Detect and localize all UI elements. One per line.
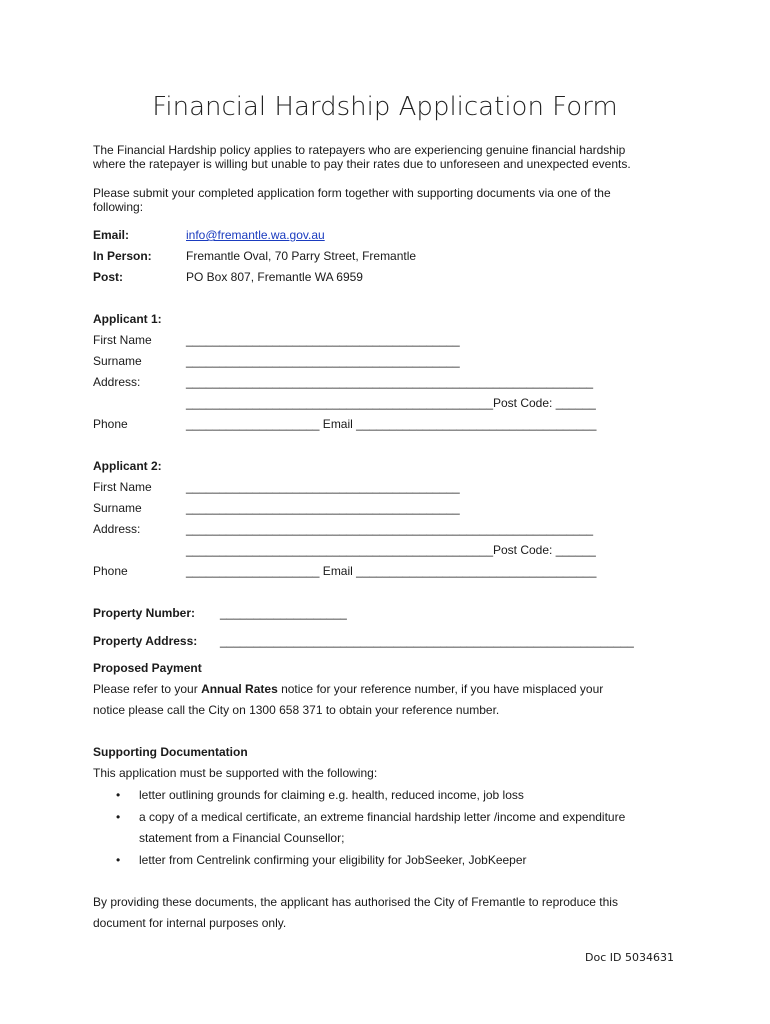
in-person-label: In Person: [93,249,152,263]
property-number-label: Property Number: [93,606,196,620]
supporting-heading: Supporting Documentation [93,745,248,759]
page-title: Financial Hardship Application Form [152,92,618,122]
supporting-item-2-line-2: statement from a Financial Counsellor; [139,831,345,845]
supporting-item-3: letter from Centrelink confirming your eligibility for JobSeeker, JobKeeper [139,853,527,867]
bullet-3: • [116,853,121,867]
applicant-1-address-field[interactable]: _____________________________________________________________ [186,375,594,389]
applicant-1-phone-label: Phone [93,417,128,431]
submit-line-2: following: [93,200,144,214]
payment-line-1-pre: Please refer to your [93,682,202,696]
applicant-2-surname-field[interactable]: _________________________________________ [186,501,460,515]
property-address-field[interactable]: ______________________________________________________________ [220,634,634,648]
email-label: Email: [93,228,130,242]
applicant-1-address-postcode-field[interactable]: ______________________________________________Post Code: ______ [186,396,596,410]
annual-rates-emphasis: Annual Rates [201,682,278,696]
intro-line-2: where the ratepayer is willing but unable to pay their rates due to unforeseen and unexpected events. [93,157,631,171]
property-number-field[interactable]: ___________________ [220,606,347,620]
authorisation-line-2: document for internal purposes only. [93,916,287,930]
intro-line-1: The Financial Hardship policy applies to ratepayers who are experiencing genuine financial hardship [93,143,626,157]
applicant-1-first-name-field[interactable]: _________________________________________ [186,333,460,347]
payment-line-2: notice please call the City on 1300 658 371 to obtain your reference number. [93,703,500,717]
applicant-1-surname-label: Surname [93,354,142,368]
supporting-item-2-line-1: a copy of a medical certificate, an extreme financial hardship letter /income and expenditure [139,810,626,824]
applicant-1-heading: Applicant 1: [93,312,162,326]
applicant-2-phone-email-field[interactable]: ____________________ Email ____________________________________ [186,564,597,578]
property-address-label: Property Address: [93,634,198,648]
supporting-intro: This application must be supported with the following: [93,766,378,780]
in-person-value: Fremantle Oval, 70 Parry Street, Fremantle [186,249,417,263]
applicant-2-address-label: Address: [93,522,141,536]
submit-line-1: Please submit your completed application form together with supporting documents via one of the [93,186,611,200]
authorisation-line-1: By providing these documents, the applicant has authorised the City of Fremantle to reproduce this [93,895,618,909]
applicant-2-first-name-label: First Name [93,480,152,494]
post-value: PO Box 807, Fremantle WA 6959 [186,270,363,284]
proposed-payment-heading: Proposed Payment [93,661,202,675]
email-link[interactable]: info@fremantle.wa.gov.au [186,228,325,242]
post-label: Post: [93,270,123,284]
applicant-1-address-label: Address: [93,375,141,389]
bullet-1: • [116,788,121,802]
payment-line-1 [93,682,603,697]
payment-line-1-post: notice for your reference number, if you have misplaced your [277,682,604,696]
applicant-2-address-postcode-field[interactable]: ______________________________________________Post Code: ______ [186,543,596,557]
applicant-1-phone-email-field[interactable]: ____________________ Email ____________________________________ [186,417,597,431]
applicant-1-first-name-label: First Name [93,333,152,347]
applicant-2-heading: Applicant 2: [93,459,162,473]
supporting-item-1: letter outlining grounds for claiming e.g. health, reduced income, job loss [139,788,524,802]
applicant-2-address-field[interactable]: _____________________________________________________________ [186,522,594,536]
applicant-2-first-name-field[interactable]: _________________________________________ [186,480,460,494]
doc-id: Doc ID 5034631 [585,951,674,964]
applicant-2-phone-label: Phone [93,564,128,578]
applicant-1-surname-field[interactable]: _________________________________________ [186,354,460,368]
applicant-2-surname-label: Surname [93,501,142,515]
bullet-2: • [116,810,121,824]
